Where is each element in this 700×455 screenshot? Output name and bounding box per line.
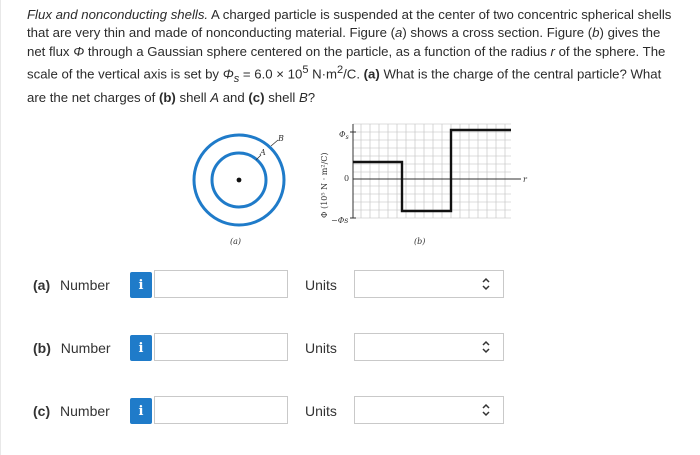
number-input-b[interactable] bbox=[154, 333, 288, 361]
graph-grid bbox=[353, 124, 511, 218]
answer-label-b: (b) Number bbox=[33, 340, 111, 356]
caption-a: (a) bbox=[230, 237, 242, 246]
chevron-updown-icon bbox=[481, 339, 491, 355]
problem-title: Flux and nonconducting shells. bbox=[27, 7, 209, 22]
problem-figure bbox=[181, 120, 531, 255]
chevron-updown-icon bbox=[481, 276, 491, 292]
info-icon[interactable]: i bbox=[130, 398, 152, 424]
units-label-c: Units bbox=[305, 403, 337, 419]
answer-row-a bbox=[33, 270, 533, 300]
x-axis-label: r bbox=[523, 175, 527, 184]
central-particle bbox=[237, 178, 242, 183]
shell-cross-section bbox=[194, 134, 284, 246]
units-select-b[interactable] bbox=[354, 333, 504, 361]
answer-label-a: (a) Number bbox=[33, 277, 110, 293]
shell-b-label: B bbox=[278, 134, 284, 143]
chevron-updown-icon bbox=[481, 402, 491, 418]
y-tick-neg-phi-s: −Φs bbox=[331, 216, 349, 225]
info-icon[interactable]: i bbox=[130, 335, 152, 361]
units-label-a: Units bbox=[305, 277, 337, 293]
problem-statement: Flux and nonconducting shells. A charged particle is suspended at the center of two concentric spherical shells that are very thin and made of nonconducting material. Figure (a) shows a cross section. Figure (b) gives the net flux Φ through a Gaussian sphere centered on the particle, as a function of the radius r of the sphere. The scale of the vertical axis is set by $\Phi_s = 6.0 \times 10^5$ $N\cdot m^2/C$. (a) What is the charge of the central particle? What are the net charges of (b) shell A and (c) shell B? bbox=[27, 7, 672, 105]
units-label-b: Units bbox=[305, 340, 337, 356]
units-select-c[interactable] bbox=[354, 396, 504, 424]
y-axis-label: Φ (10⁵ N · m²/C) bbox=[320, 152, 329, 218]
answer-row-b bbox=[33, 333, 533, 363]
units-select-a[interactable] bbox=[354, 270, 504, 298]
number-input-c[interactable] bbox=[154, 396, 288, 424]
answer-row-c bbox=[33, 396, 533, 426]
caption-b: (b) bbox=[414, 237, 426, 246]
y-tick-phi-s: $\Phi_s$ bbox=[339, 130, 349, 141]
flux-graph bbox=[320, 124, 528, 246]
info-icon[interactable]: i bbox=[130, 272, 152, 298]
answer-label-c: (c) Number bbox=[33, 403, 110, 419]
number-input-a[interactable] bbox=[154, 270, 288, 298]
y-tick-zero: 0 bbox=[344, 174, 350, 183]
shell-a-label: A bbox=[260, 148, 266, 157]
